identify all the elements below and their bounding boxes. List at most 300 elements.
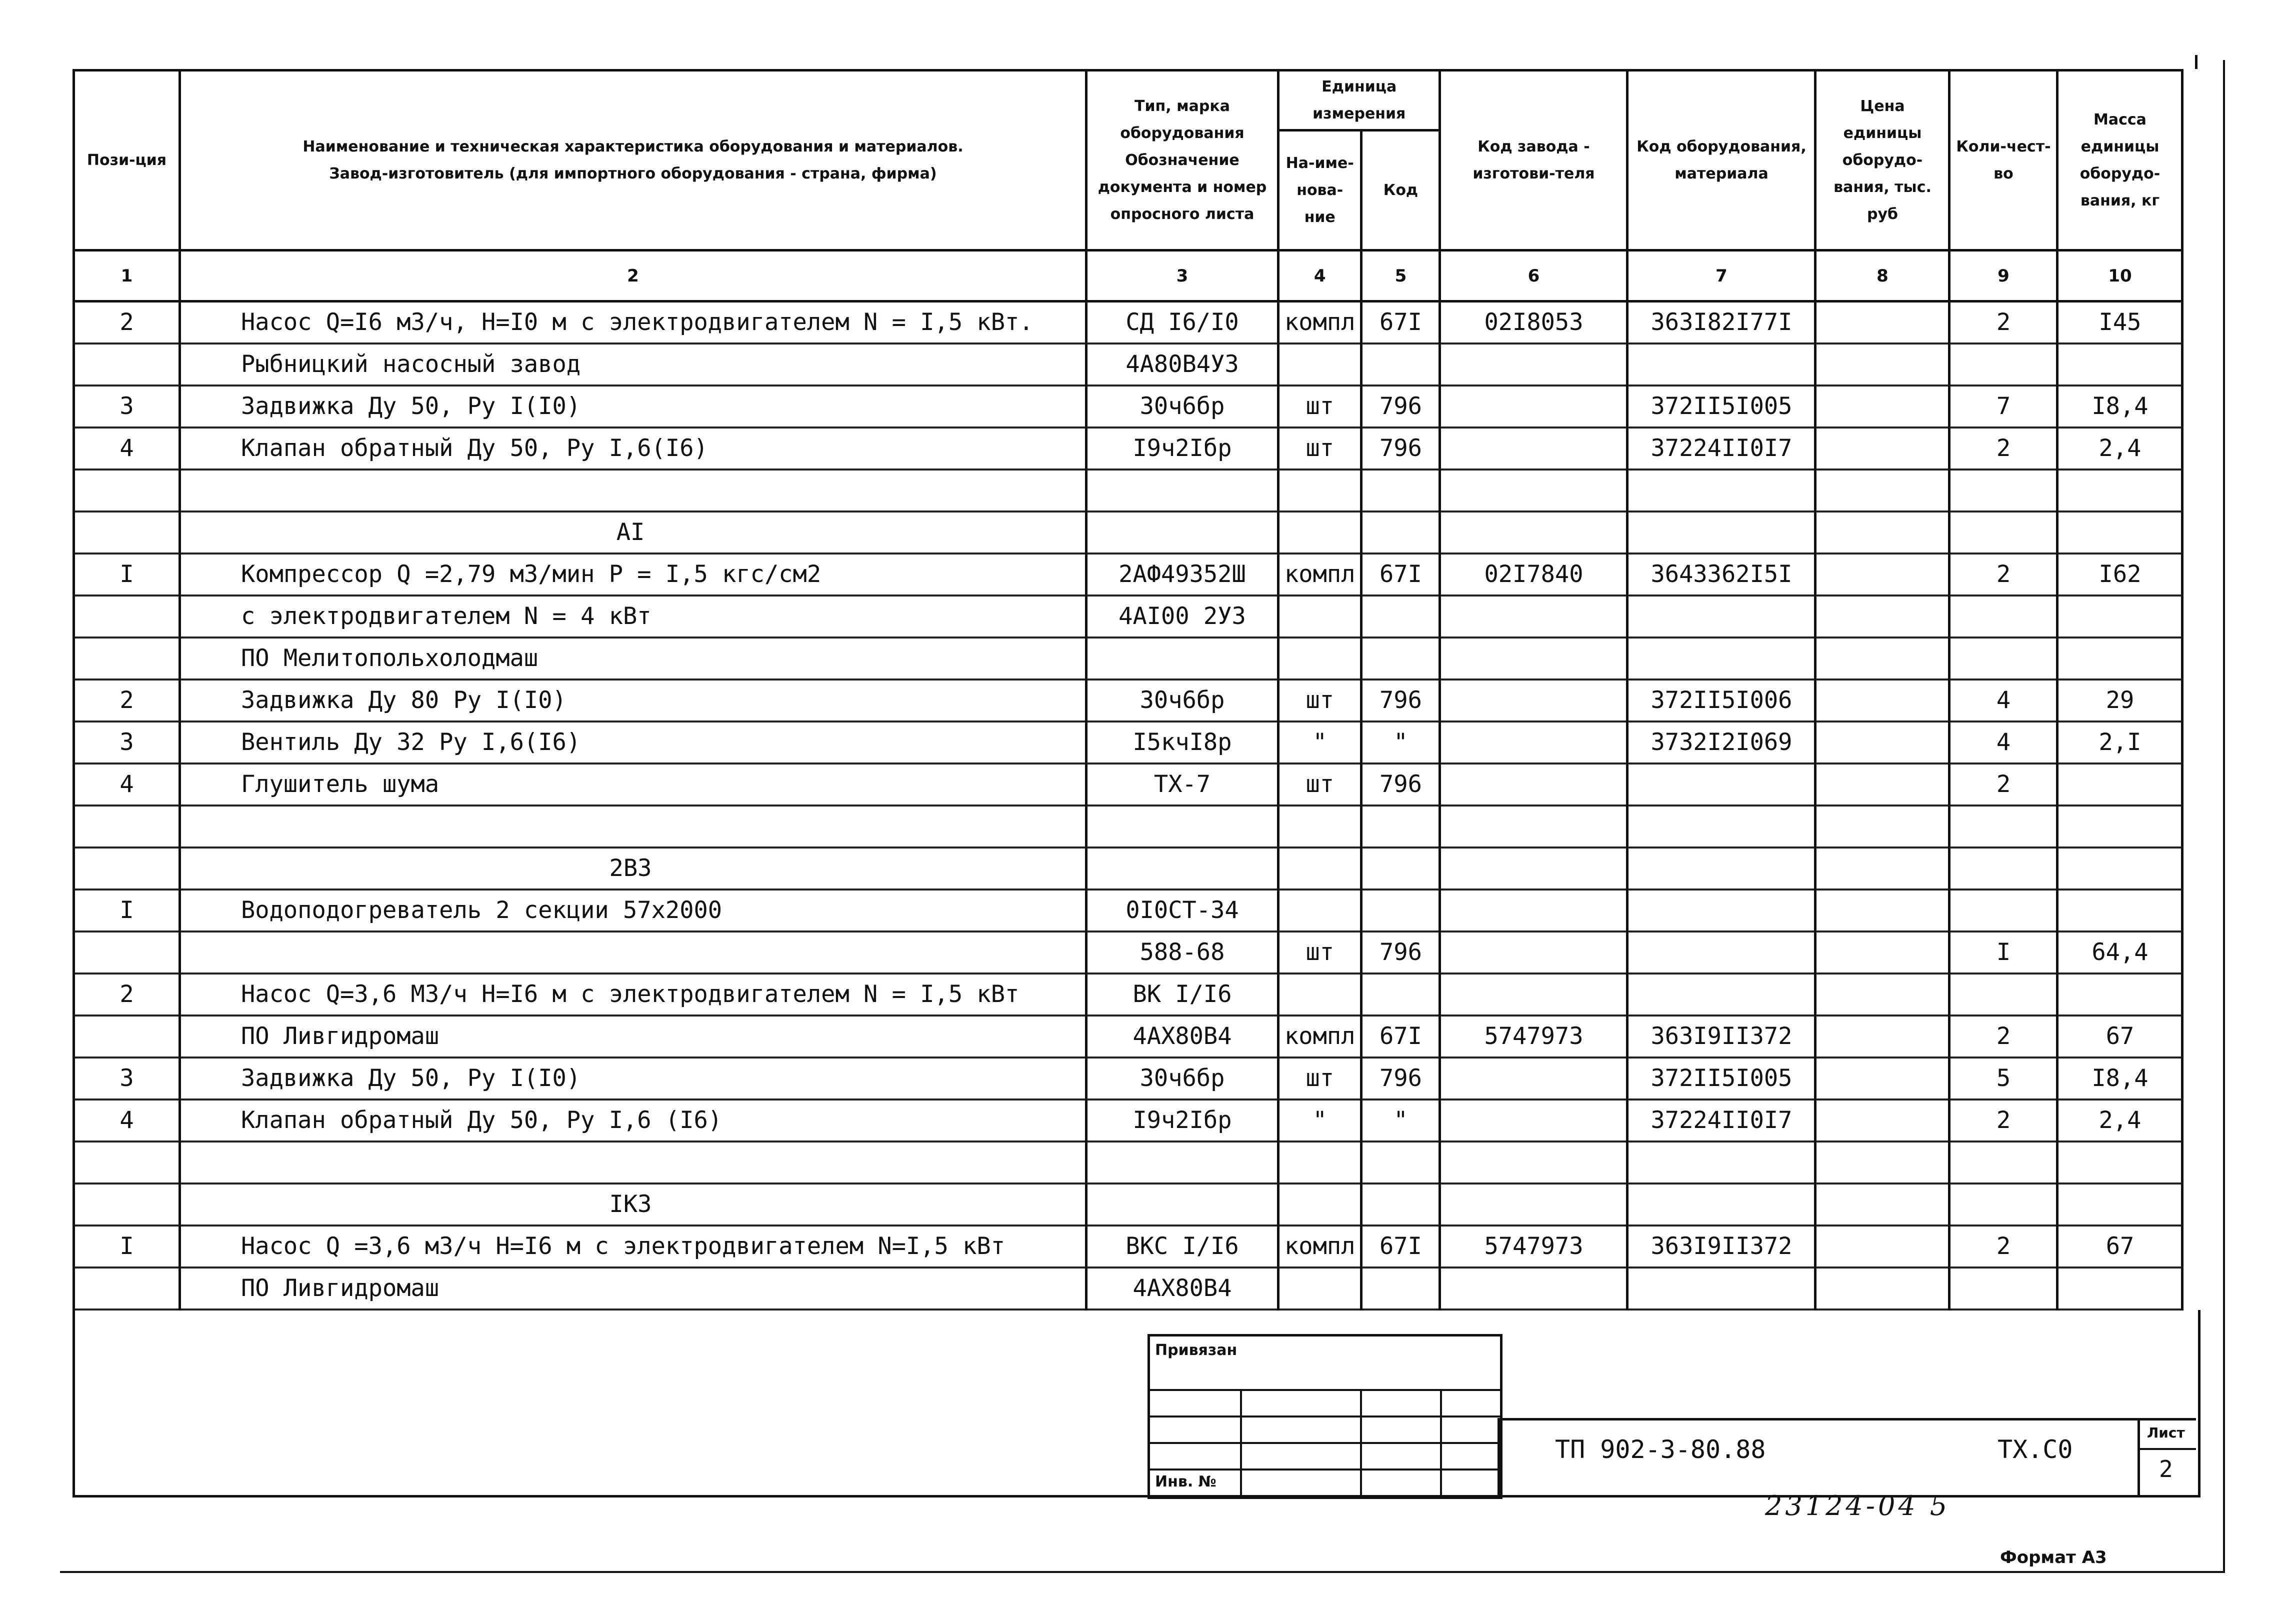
name-cell: Задвижка Ду 50, Ру I(I0) — [180, 1058, 1086, 1100]
header-position: Пози-ция — [74, 70, 180, 250]
plant-code-cell — [1440, 470, 1628, 512]
equipment-code-cell — [1628, 974, 1816, 1016]
position-cell — [74, 596, 180, 638]
unit-code-cell — [1362, 512, 1440, 554]
unit-name-cell: компл — [1278, 1016, 1362, 1058]
mass-cell: 2,4 — [2058, 428, 2182, 470]
mass-cell: 29 — [2058, 680, 2182, 722]
table-row — [74, 1268, 2182, 1310]
unit-name-cell — [1278, 974, 1362, 1016]
plant-code-cell — [1440, 680, 1628, 722]
mass-cell — [2058, 638, 2182, 680]
type-cell: I5кчI8р — [1086, 722, 1278, 764]
sheet-label: Лист — [2147, 1424, 2185, 1441]
unit-code-cell — [1362, 974, 1440, 1016]
column-number: 4 — [1278, 250, 1362, 302]
type-cell: I9ч2Iбр — [1086, 428, 1278, 470]
unit-name-cell: шт — [1278, 764, 1362, 806]
mass-cell — [2058, 512, 2182, 554]
mass-cell: 2,I — [2058, 722, 2182, 764]
header-quantity: Коли-чест-во — [1950, 70, 2058, 250]
plant-code-cell — [1440, 806, 1628, 848]
column-number: 8 — [1816, 250, 1950, 302]
type-cell: I9ч2Iбр — [1086, 1100, 1278, 1142]
type-cell: ВК I/I6 — [1086, 974, 1278, 1016]
name-cell: Клапан обратный Ду 50, Ру I,6 (I6) — [180, 1100, 1086, 1142]
unit-name-cell: шт — [1278, 1058, 1362, 1100]
equipment-code-cell: 363I9II372 — [1628, 1226, 1816, 1268]
unit-code-cell — [1362, 638, 1440, 680]
price-cell — [1816, 302, 1950, 344]
quantity-cell — [1950, 470, 2058, 512]
unit-code-cell: 67I — [1362, 1226, 1440, 1268]
unit-name-cell: " — [1278, 722, 1362, 764]
position-cell: 4 — [74, 428, 180, 470]
price-cell — [1816, 1100, 1950, 1142]
equipment-code-cell — [1628, 1268, 1816, 1310]
quantity-cell — [1950, 344, 2058, 386]
plant-code-cell — [1440, 932, 1628, 974]
unit-name-cell — [1278, 806, 1362, 848]
position-cell: 2 — [74, 974, 180, 1016]
column-number: 3 — [1086, 250, 1278, 302]
header-row — [74, 70, 2182, 130]
position-cell — [74, 638, 180, 680]
section-row — [74, 848, 2182, 890]
price-cell — [1816, 344, 1950, 386]
name-cell: Клапан обратный Ду 50, Ру I,6(I6) — [180, 428, 1086, 470]
mass-cell — [2058, 848, 2182, 890]
name-cell — [180, 470, 1086, 512]
table-row — [74, 932, 2182, 974]
position-cell — [74, 470, 180, 512]
equipment-code-cell: 372II5I005 — [1628, 386, 1816, 428]
unit-name-cell — [1278, 470, 1362, 512]
mass-cell — [2058, 470, 2182, 512]
equipment-code-cell: 3643362I5I — [1628, 554, 1816, 596]
position-cell: 2 — [74, 680, 180, 722]
plant-code-cell: 02I7840 — [1440, 554, 1628, 596]
unit-code-cell — [1362, 1184, 1440, 1226]
mass-cell — [2058, 890, 2182, 932]
mass-cell: I8,4 — [2058, 1058, 2182, 1100]
price-cell — [1816, 764, 1950, 806]
equipment-code-cell — [1628, 470, 1816, 512]
unit-code-cell: 796 — [1362, 764, 1440, 806]
unit-name-cell: компл — [1278, 1226, 1362, 1268]
price-cell — [1816, 680, 1950, 722]
type-cell: 4А80В4УЗ — [1086, 344, 1278, 386]
quantity-cell — [1950, 1142, 2058, 1184]
equipment-code-cell: 37224II0I7 — [1628, 1100, 1816, 1142]
table-row — [74, 554, 2182, 596]
name-cell: Рыбницкий насосный завод — [180, 344, 1086, 386]
plant-code-cell — [1440, 596, 1628, 638]
price-cell — [1816, 932, 1950, 974]
format-label: Формат А3 — [2000, 1548, 2107, 1568]
table-row — [74, 302, 2182, 344]
table-row — [74, 386, 2182, 428]
unit-name-cell: компл — [1278, 554, 1362, 596]
position-cell: I — [74, 890, 180, 932]
type-cell: 4АХ80В4 — [1086, 1268, 1278, 1310]
name-cell: с электродвигателем N = 4 кВт — [180, 596, 1086, 638]
quantity-cell: 2 — [1950, 1226, 2058, 1268]
quantity-cell — [1950, 890, 2058, 932]
name-cell: Задвижка Ду 50, Ру I(I0) — [180, 386, 1086, 428]
equipment-spec-table — [72, 69, 2184, 1310]
name-cell — [180, 806, 1086, 848]
unit-code-cell — [1362, 848, 1440, 890]
equipment-code-cell — [1628, 344, 1816, 386]
equipment-code-cell: 372II5I005 — [1628, 1058, 1816, 1100]
mass-cell — [2058, 1268, 2182, 1310]
column-number: 7 — [1628, 250, 1816, 302]
mass-cell: I62 — [2058, 554, 2182, 596]
position-cell: 4 — [74, 764, 180, 806]
position-cell — [74, 1268, 180, 1310]
position-cell: I — [74, 1226, 180, 1268]
price-cell — [1816, 428, 1950, 470]
quantity-cell — [1950, 1268, 2058, 1310]
document-code: ТП 902-3-80.88 — [1555, 1435, 1766, 1464]
unit-name-cell — [1278, 512, 1362, 554]
mass-cell — [2058, 596, 2182, 638]
table-row — [74, 638, 2182, 680]
column-number: 10 — [2058, 250, 2182, 302]
name-cell: ПО Ливгидромаш — [180, 1016, 1086, 1058]
price-cell — [1816, 1142, 1950, 1184]
unit-code-cell: 67I — [1362, 554, 1440, 596]
quantity-cell — [1950, 1184, 2058, 1226]
position-cell — [74, 1184, 180, 1226]
table-row — [74, 890, 2182, 932]
unit-code-cell — [1362, 1268, 1440, 1310]
header-name-line2: Завод-изготовитель (для импортного оборудования - страна, фирма) — [329, 164, 937, 182]
price-cell — [1816, 1016, 1950, 1058]
mass-cell — [2058, 806, 2182, 848]
name-cell: ПО Мелитопольхолодмаш — [180, 638, 1086, 680]
price-cell — [1816, 470, 1950, 512]
quantity-cell — [1950, 806, 2058, 848]
quantity-cell: 7 — [1950, 386, 2058, 428]
mass-cell — [2058, 1184, 2182, 1226]
price-cell — [1816, 386, 1950, 428]
mass-cell — [2058, 344, 2182, 386]
plant-code-cell — [1440, 1268, 1628, 1310]
column-number: 2 — [180, 250, 1086, 302]
header-unit: Единица измерения — [1278, 70, 1440, 130]
mass-cell — [2058, 1142, 2182, 1184]
unit-name-cell — [1278, 596, 1362, 638]
plant-code-cell — [1440, 428, 1628, 470]
name-cell: Задвижка Ду 80 Ру I(I0) — [180, 680, 1086, 722]
mass-cell: 67 — [2058, 1226, 2182, 1268]
table-row — [74, 974, 2182, 1016]
type-cell — [1086, 1142, 1278, 1184]
mass-cell — [2058, 974, 2182, 1016]
plant-code-cell — [1440, 386, 1628, 428]
position-cell: I — [74, 554, 180, 596]
type-cell — [1086, 470, 1278, 512]
position-cell: 2 — [74, 302, 180, 344]
position-cell — [74, 344, 180, 386]
equipment-code-cell: 363I9II372 — [1628, 1016, 1816, 1058]
table-row — [74, 722, 2182, 764]
position-cell — [74, 806, 180, 848]
equipment-code-cell — [1628, 764, 1816, 806]
header-equipment-code: Код оборудования, материала — [1628, 70, 1816, 250]
price-cell — [1816, 1268, 1950, 1310]
equipment-code-cell — [1628, 596, 1816, 638]
name-cell: Насос Q =3,6 м3/ч Н=I6 м с электродвигателем N=I,5 кВт — [180, 1226, 1086, 1268]
quantity-cell: 2 — [1950, 1016, 2058, 1058]
table-row — [74, 1142, 2182, 1184]
unit-code-cell: 67I — [1362, 302, 1440, 344]
equipment-code-cell — [1628, 848, 1816, 890]
table-row — [74, 470, 2182, 512]
table-row — [74, 1058, 2182, 1100]
unit-name-cell — [1278, 848, 1362, 890]
table-row — [74, 1226, 2182, 1268]
stamp-title: Привязан — [1155, 1342, 1238, 1359]
quantity-cell — [1950, 848, 2058, 890]
column-number-row — [74, 250, 2182, 302]
mass-cell: I8,4 — [2058, 386, 2182, 428]
header-plant-code: Код завода - изготови-теля — [1440, 70, 1628, 250]
column-number: 6 — [1440, 250, 1628, 302]
header-price: Цена единицы оборудо-вания, тыс. руб — [1816, 70, 1950, 250]
unit-name-cell — [1278, 890, 1362, 932]
header-unit-name: На-име-нова-ние — [1278, 130, 1362, 250]
price-cell — [1816, 596, 1950, 638]
quantity-cell: 2 — [1950, 554, 2058, 596]
table-row — [74, 1016, 2182, 1058]
column-number: 5 — [1362, 250, 1440, 302]
unit-name-cell — [1278, 1268, 1362, 1310]
name-cell: ПО Ливгидромаш — [180, 1268, 1086, 1310]
sheet-number-box — [2138, 1418, 2196, 1496]
plant-code-cell — [1440, 344, 1628, 386]
unit-name-cell: шт — [1278, 386, 1362, 428]
type-cell — [1086, 638, 1278, 680]
equipment-code-cell — [1628, 638, 1816, 680]
type-cell: 4АI00 2УЗ — [1086, 596, 1278, 638]
mass-cell — [2058, 764, 2182, 806]
price-cell — [1816, 512, 1950, 554]
table-row — [74, 1100, 2182, 1142]
quantity-cell: 4 — [1950, 680, 2058, 722]
quantity-cell: 2 — [1950, 764, 2058, 806]
type-cell: 4АХ80В4 — [1086, 1016, 1278, 1058]
unit-name-cell: шт — [1278, 680, 1362, 722]
plant-code-cell — [1440, 722, 1628, 764]
type-cell — [1086, 848, 1278, 890]
table-row — [74, 428, 2182, 470]
name-cell: Компрессор Q =2,79 м3/мин Р = I,5 кгс/см2 — [180, 554, 1086, 596]
mass-cell: 67 — [2058, 1016, 2182, 1058]
quantity-cell — [1950, 974, 2058, 1016]
type-cell: 30ч6бр — [1086, 680, 1278, 722]
name-cell: Водоподогреватель 2 секции 57х2000 — [180, 890, 1086, 932]
inventory-label: Инв. № — [1155, 1473, 1216, 1490]
position-cell — [74, 1016, 180, 1058]
plant-code-cell — [1440, 1100, 1628, 1142]
name-cell: Насос Q=3,6 М3/ч Н=I6 м с электродвигателем N = I,5 кВт — [180, 974, 1086, 1016]
unit-code-cell: " — [1362, 1100, 1440, 1142]
price-cell — [1816, 806, 1950, 848]
equipment-code-cell — [1628, 1184, 1816, 1226]
plant-code-cell — [1440, 1058, 1628, 1100]
unit-name-cell: шт — [1278, 932, 1362, 974]
type-cell: 2АФ49352Ш — [1086, 554, 1278, 596]
header-unit-code: Код — [1362, 130, 1440, 250]
sheet-number: 2 — [2159, 1456, 2173, 1482]
handwritten-number: 23124-04 5 — [1765, 1490, 1950, 1522]
type-cell: 30ч6бр — [1086, 386, 1278, 428]
plant-code-cell — [1440, 764, 1628, 806]
unit-code-cell: 796 — [1362, 386, 1440, 428]
unit-code-cell — [1362, 806, 1440, 848]
table-row — [74, 344, 2182, 386]
quantity-cell — [1950, 638, 2058, 680]
mass-cell: 2,4 — [2058, 1100, 2182, 1142]
section-title: AI — [180, 512, 1086, 554]
unit-code-cell: 796 — [1362, 1058, 1440, 1100]
price-cell — [1816, 638, 1950, 680]
quantity-cell: 5 — [1950, 1058, 2058, 1100]
plant-code-cell — [1440, 512, 1628, 554]
quantity-cell: 2 — [1950, 1100, 2058, 1142]
position-cell: 3 — [74, 386, 180, 428]
plant-code-cell — [1440, 1184, 1628, 1226]
unit-code-cell — [1362, 344, 1440, 386]
plant-code-cell: 5747973 — [1440, 1016, 1628, 1058]
type-cell — [1086, 1184, 1278, 1226]
equipment-code-cell — [1628, 1142, 1816, 1184]
position-cell — [74, 848, 180, 890]
equipment-code-cell — [1628, 806, 1816, 848]
price-cell — [1816, 1226, 1950, 1268]
section-row — [74, 1184, 2182, 1226]
unit-code-cell — [1362, 890, 1440, 932]
price-cell — [1816, 848, 1950, 890]
unit-code-cell: 796 — [1362, 932, 1440, 974]
quantity-cell: I — [1950, 932, 2058, 974]
price-cell — [1816, 974, 1950, 1016]
position-cell — [74, 932, 180, 974]
table-row — [74, 764, 2182, 806]
header-name — [180, 70, 1086, 250]
equipment-code-cell — [1628, 512, 1816, 554]
name-cell — [180, 1142, 1086, 1184]
section-row — [74, 512, 2182, 554]
type-cell: 588-68 — [1086, 932, 1278, 974]
position-cell: 3 — [74, 1058, 180, 1100]
equipment-code-cell — [1628, 932, 1816, 974]
name-cell: Глушитель шума — [180, 764, 1086, 806]
type-cell: 0I0СТ-34 — [1086, 890, 1278, 932]
quantity-cell — [1950, 512, 2058, 554]
unit-code-cell — [1362, 596, 1440, 638]
sheet-code: ТХ.С0 — [1998, 1435, 2073, 1464]
position-cell: 4 — [74, 1100, 180, 1142]
unit-code-cell: 67I — [1362, 1016, 1440, 1058]
bottom-frame — [72, 1310, 2200, 1498]
price-cell — [1816, 722, 1950, 764]
binding-stamp — [1148, 1334, 1502, 1499]
unit-name-cell — [1278, 1142, 1362, 1184]
header-name-line1: Наименование и техническая характеристика оборудования и материалов. — [302, 138, 964, 156]
mass-cell: I45 — [2058, 302, 2182, 344]
unit-name-cell: компл — [1278, 302, 1362, 344]
column-number: 1 — [74, 250, 180, 302]
table-row — [74, 806, 2182, 848]
quantity-cell — [1950, 596, 2058, 638]
table-row — [74, 680, 2182, 722]
unit-name-cell — [1278, 344, 1362, 386]
plant-code-cell — [1440, 890, 1628, 932]
position-cell — [74, 1142, 180, 1184]
plant-code-cell — [1440, 974, 1628, 1016]
type-cell — [1086, 512, 1278, 554]
unit-name-cell — [1278, 1184, 1362, 1226]
unit-name-cell: " — [1278, 1100, 1362, 1142]
section-title: IКЗ — [180, 1184, 1086, 1226]
equipment-code-cell: 37224II0I7 — [1628, 428, 1816, 470]
quantity-cell: 4 — [1950, 722, 2058, 764]
unit-code-cell: 796 — [1362, 428, 1440, 470]
position-cell: 3 — [74, 722, 180, 764]
type-cell: 30ч6бр — [1086, 1058, 1278, 1100]
type-cell: ТХ-7 — [1086, 764, 1278, 806]
table-row — [74, 596, 2182, 638]
plant-code-cell — [1440, 848, 1628, 890]
unit-code-cell: " — [1362, 722, 1440, 764]
equipment-code-cell: 372II5I006 — [1628, 680, 1816, 722]
equipment-code-cell — [1628, 890, 1816, 932]
unit-code-cell — [1362, 470, 1440, 512]
unit-name-cell — [1278, 638, 1362, 680]
column-number: 9 — [1950, 250, 2058, 302]
section-title: 2В3 — [180, 848, 1086, 890]
plant-code-cell: 5747973 — [1440, 1226, 1628, 1268]
spec-body — [74, 302, 2182, 1310]
equipment-code-cell: 3732I2I069 — [1628, 722, 1816, 764]
mass-cell: 64,4 — [2058, 932, 2182, 974]
header-type: Тип, марка оборудования Обозначение документа и номер опросного листа — [1086, 70, 1278, 250]
plant-code-cell — [1440, 638, 1628, 680]
plant-code-cell — [1440, 1142, 1628, 1184]
position-cell — [74, 512, 180, 554]
name-cell: Насос Q=I6 м3/ч, Н=I0 м с электродвигателем N = I,5 кВт. — [180, 302, 1086, 344]
unit-name-cell: шт — [1278, 428, 1362, 470]
quantity-cell: 2 — [1950, 428, 2058, 470]
price-cell — [1816, 1184, 1950, 1226]
type-cell: СД I6/I0 — [1086, 302, 1278, 344]
unit-code-cell: 796 — [1362, 680, 1440, 722]
name-cell: Вентиль Ду 32 Ру I,6(I6) — [180, 722, 1086, 764]
price-cell — [1816, 890, 1950, 932]
price-cell — [1816, 1058, 1950, 1100]
unit-code-cell — [1362, 1142, 1440, 1184]
type-cell — [1086, 806, 1278, 848]
equipment-code-cell: 363I82I77I — [1628, 302, 1816, 344]
plant-code-cell: 02I8053 — [1440, 302, 1628, 344]
header-mass: Масса единицы оборудо-вания, кг — [2058, 70, 2182, 250]
quantity-cell: 2 — [1950, 302, 2058, 344]
type-cell: ВКС I/I6 — [1086, 1226, 1278, 1268]
